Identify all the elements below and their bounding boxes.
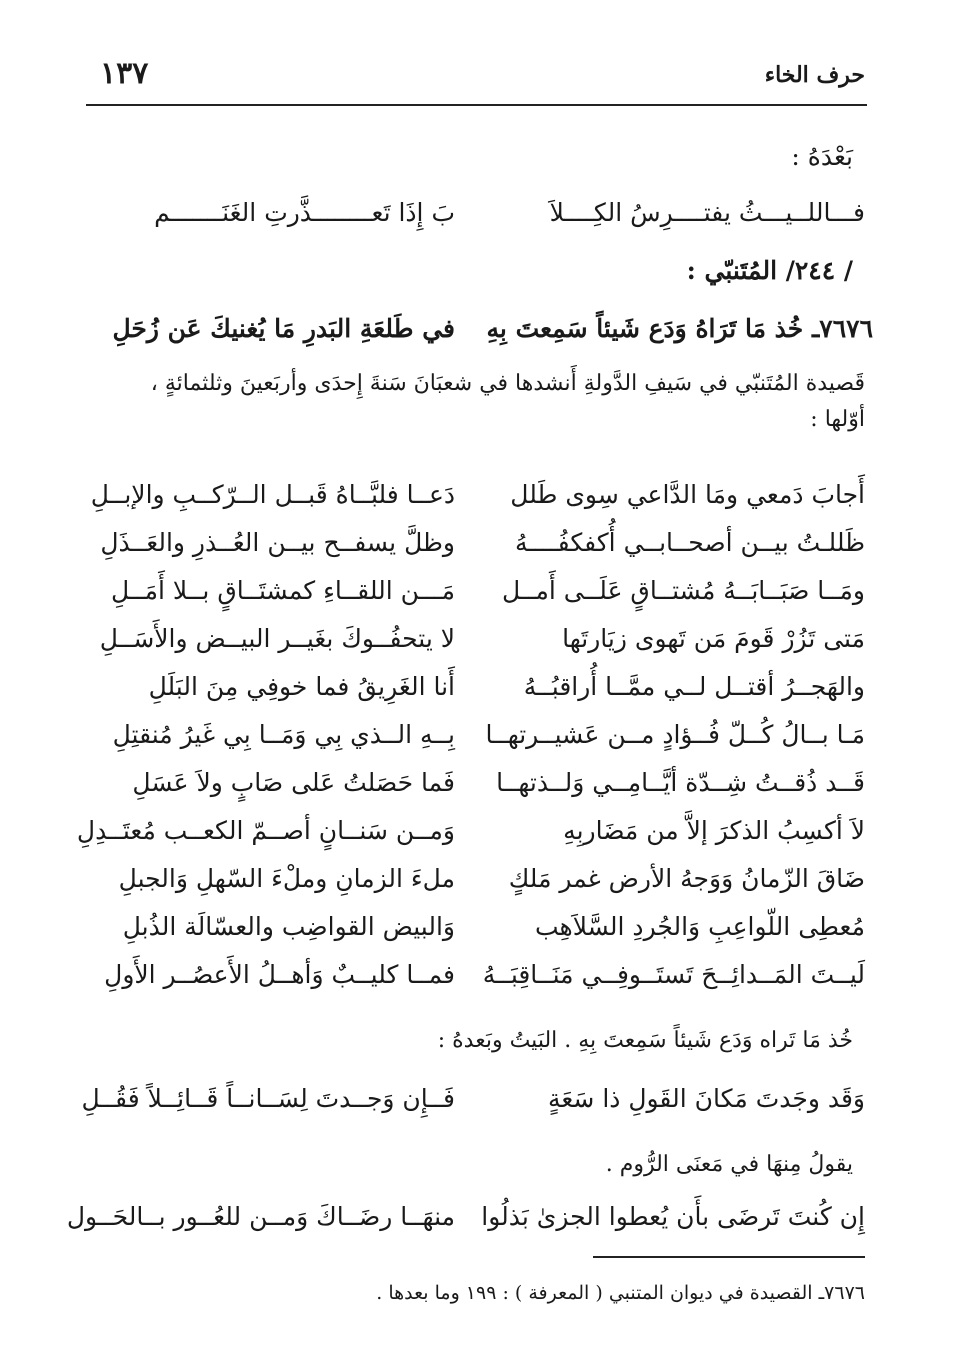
poem-verse-1-first: أَجابَ دَمعي ومَا الدَّاعي سِوى طَلل bbox=[510, 480, 865, 509]
poem-verse-8-first: لاَ أكسِبُ الذكرَ إلاَّ من مَضَاربِهِ bbox=[563, 816, 865, 845]
entry-verse-second-hemistich: في طَلعَةِ البَدرِ مَا يُغنيكَ عَن زُحَلِ bbox=[112, 314, 455, 343]
poem-verse-2-second: وظلَّ يسفــح بيــن العُــذرِ والعَــذَلِ bbox=[100, 528, 455, 557]
poem-verse-1-second: دَعــا فلبَّــاهُ قَبــل الــرّكــبِ والإبــلِ bbox=[90, 480, 455, 509]
poem-verse-8-second: وَمــن سَنــانٍ أصــمّ الكعــب مُعتَــدِلِ bbox=[76, 816, 455, 845]
page-number: ١٣٧ bbox=[100, 56, 149, 91]
poem-verse-7-second: فَما حَصَلتُ عَلى صَابٍ ولاَ عَسَلِ bbox=[132, 768, 455, 797]
intro-verse-second-hemistich: بَ إِذَا تَعــــــــذَّرتِ الغَنَـــــــم bbox=[154, 198, 455, 227]
poem-verse-3-second: مَـــن اللقــاءِ كمشتَــاقٍ بــلا أَمَــلِ bbox=[111, 576, 455, 605]
poem-verse-2-first: ظَللـتُ بيــن أصحــابــي أُكفكفُــــهُ bbox=[514, 528, 865, 557]
after-verse-1-first: وَقَد وجَدتَ مَكانَ القَولِ ذا سَعَةٍ bbox=[547, 1084, 865, 1113]
poem-verse-4-first: مَتى تَزُرْ قَومَ مَن تَهوى زيَارتَها bbox=[562, 624, 865, 653]
intro-verse-first-hemistich: فـــاللــيـــثُ يفتــــرِسُ الكِــــلاَ bbox=[549, 198, 865, 227]
commentary-line-1: قَصيدة المُتَنبّي في سَيفِ الدَّولةِ أَنشدها في شعبَانَ سَنةَ إِحدَى وأربَعينَ وثلثمائةٍ ، bbox=[150, 371, 865, 396]
after-verse-2-second: منهَــا رضَــاكَ وَمــن للعُــور بــالحَــول bbox=[66, 1202, 455, 1231]
header-rule bbox=[86, 104, 867, 106]
poem-verse-7-first: قَــد ذُقــتُ شِــدّة أيَّــامِــي وَلــذتهــا bbox=[496, 768, 865, 797]
poem-verse-11-second: فمــا كليــبٌ وَأهــلُ الأَعصُــر الأَولِ bbox=[104, 960, 455, 989]
running-header-title: حرف الخاء bbox=[764, 62, 865, 88]
entry-verse-first-hemistich: ٧٦٧٦ـ خُذ مَا تَرَاهُ وَدَع شَيئاً سَمِعتَ بِهِ bbox=[486, 314, 873, 343]
poem-verse-6-first: مَـا بــالُ كُــلّ فُــؤادٍ مــن عَشيــرتهــا bbox=[485, 720, 865, 749]
after-verse-2-first: إِن كُنتَ تَرضَى بأَن يُعطوا الجزىٰ بَذلُوا bbox=[481, 1202, 865, 1231]
poem-verse-5-first: والهَجــرُ أقتــل لــي ممَّــا أُراقبُــهُ bbox=[523, 672, 865, 701]
after-poem-line: خُذ مَا تَراه وَدَع شَيئاً سَمِعتَ بِهِ . البَيتُ وبَعدهُ : bbox=[437, 1028, 853, 1053]
poem-verse-10-first: مُعطِى اللّواعِبِ وَالجُردِ السَّلاَهِب bbox=[534, 912, 865, 941]
after-mid-line: يقولُ مِنهَا في مَعنَى الرُّوم . bbox=[605, 1152, 853, 1177]
poem-verse-5-second: أَنا الغَرِيقُ فما خوفِي مِنَ البَلَلِ bbox=[148, 672, 455, 701]
poem-verse-11-first: لَيــتَ المَــدائِــحَ تَستَــوفِــي مَنَــاقِبَــهُ bbox=[482, 960, 865, 989]
poem-verse-4-second: لا يتحفُــوكَ بغَيــر البيــض والأَسَــلِ bbox=[99, 624, 455, 653]
poem-verse-9-second: ملءَ الزمانِ وملْءَ السّهلِ وَالجبلِ bbox=[118, 864, 455, 893]
poem-verse-6-second: بِــهِ الــذي بِي وَمَــا بِي غَيرُ مُنقتِلِ bbox=[112, 720, 455, 749]
commentary-line-2: أوّلها : bbox=[810, 407, 865, 432]
intro-lead: بَعْدَهُ : bbox=[791, 142, 853, 171]
poem-verse-10-second: وَالبيض القواضِب والعسّالَة الذُبلِ bbox=[122, 912, 455, 941]
commentary-paragraph bbox=[105, 366, 865, 438]
poet-label: / ٢٤٤/ المُتَنبّي : bbox=[686, 256, 853, 285]
poem-verse-3-first: ومَــا صَبَــابَــهُ مُشتــاقٍ عَلَــى أَمــل bbox=[501, 576, 865, 605]
footnote-rule bbox=[593, 1256, 865, 1258]
after-verse-1-second: فَــإِن وَجــدتَ لِسَــانــاً قَــائِــلاً فَقُــلِ bbox=[81, 1084, 455, 1113]
poem-verse-9-first: ضَاقَ الزّمانُ وَوَجهُ الأرض غمر مَلكٍ bbox=[508, 864, 865, 893]
footnote: ٧٦٧٦ـ القصيدة في ديوان المتنبي ( المعرفة ) : ١٩٩ وما بعدها . bbox=[376, 1282, 865, 1304]
